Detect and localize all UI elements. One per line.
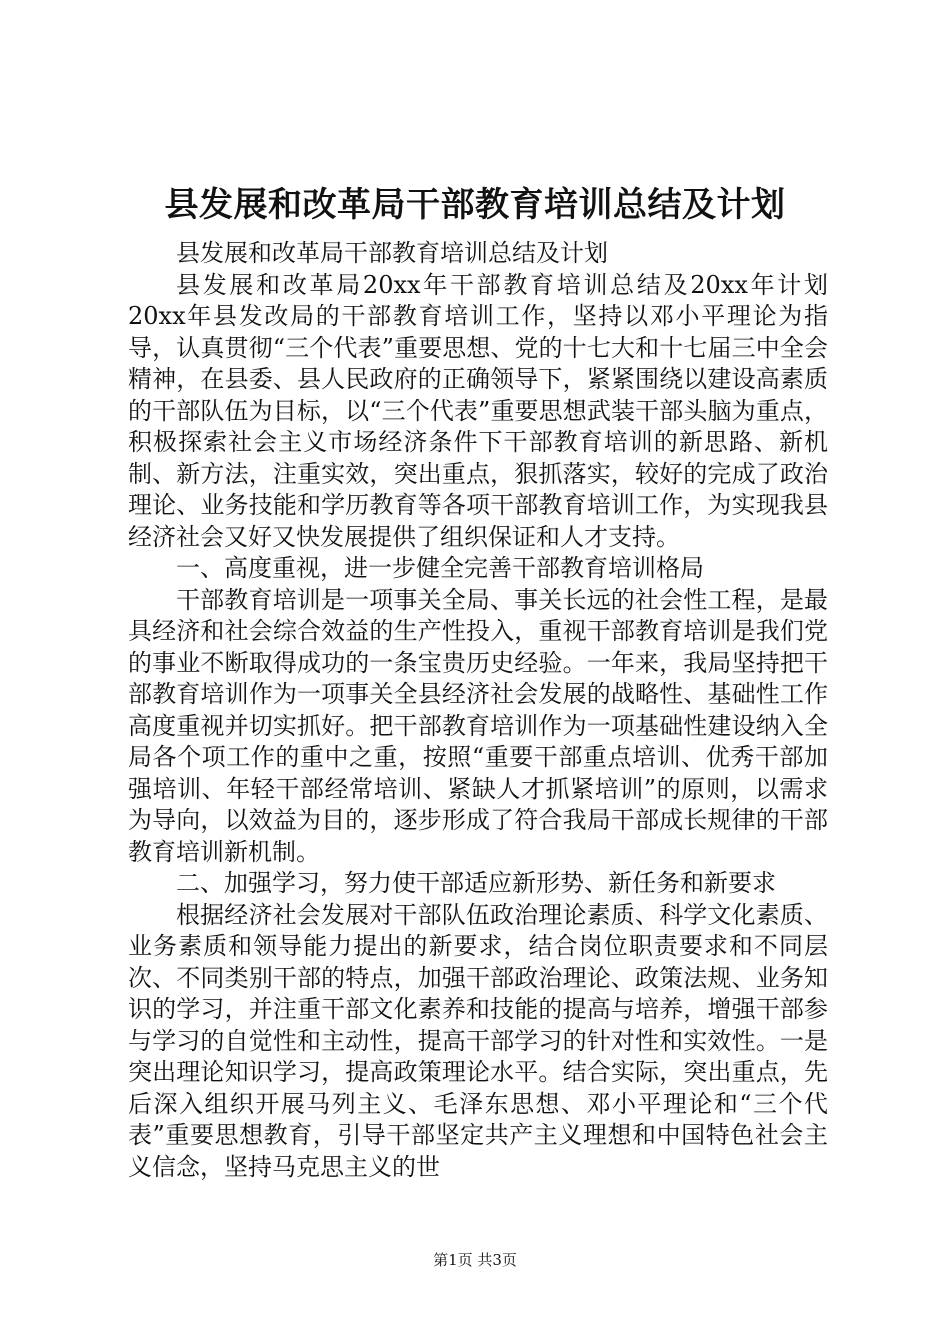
paragraph-intro: 县发展和改革局20xx年干部教育培训总结及20xx年计划20xx年县发改局的干部教育培训工作，坚持以邓小平理论为指导，认真贯彻“三个代表”重要思想、党的十七大和十七届三中全会精神，在县委、县人民政府的正确领导下，紧紧围绕以建设高素质的干部队伍为目标，以“三个代表”重要思想武装干部头脑为重点，积极探索社会主义市场经济条件下干部教育培训的新思路、新机制、新方法，注重实效，突出重点，狠抓落实，较好的完成了政治理论、业务技能和学历教育等各项干部教育培训工作，为实现我县经济社会又好又快发展提供了组织保证和人才支持。 — [128, 270, 828, 551]
paragraph-section-1: 干部教育培训是一项事关全局、事关长远的社会性工程，是最具经济和社会综合效益的生产性投入，重视干部教育培训是我们党的事业不断取得成功的一条宝贵历史经验。一年来，我局坚持把干部教育培训作为一项事关全县经济社会发展的战略性、基础性工作高度重视并切实抓好。把干部教育培训作为一项基础性建设纳入全局各个项工作的重中之重，按照“重要干部重点培训、优秀干部加强培训、年轻干部经常培训、紧缺人才抓紧培训”的原则，以需求为导向，以效益为目的，逐步形成了符合我局干部成长规律的干部教育培训新机制。 — [128, 585, 828, 866]
paragraph-subtitle: 县发展和改革局干部教育培训总结及计划 — [176, 239, 608, 267]
section-heading-1: 一、高度重视，进一步健全完善干部教育培训格局 — [176, 554, 704, 582]
page-footer: 第1页 共3页 — [433, 1251, 517, 1269]
document-body — [128, 238, 828, 1183]
document-title: 县发展和改革局干部教育培训总结及计划 — [164, 185, 786, 225]
paragraph-section-2: 根据经济社会发展对干部队伍政治理论素质、科学文化素质、业务素质和领导能力提出的新要求，结合岗位职责要求和不同层次、不同类别干部的特点，加强干部政治理论、政策法规、业务知识的学习，并注重干部文化素养和技能的提高与培养，增强干部参与学习的自觉性和主动性，提高干部学习的针对性和实效性。一是突出理论知识学习，提高政策理论水平。结合实际，突出重点，先后深入组织开展马列主义、毛泽东思想、邓小平理论和“三个代表”重要思想教育，引导干部坚定共产主义理想和中国特色社会主义信念，坚持马克思主义的世 — [128, 900, 828, 1181]
section-heading-2: 二、加强学习，努力使干部适应新形势、新任务和新要求 — [176, 869, 776, 897]
